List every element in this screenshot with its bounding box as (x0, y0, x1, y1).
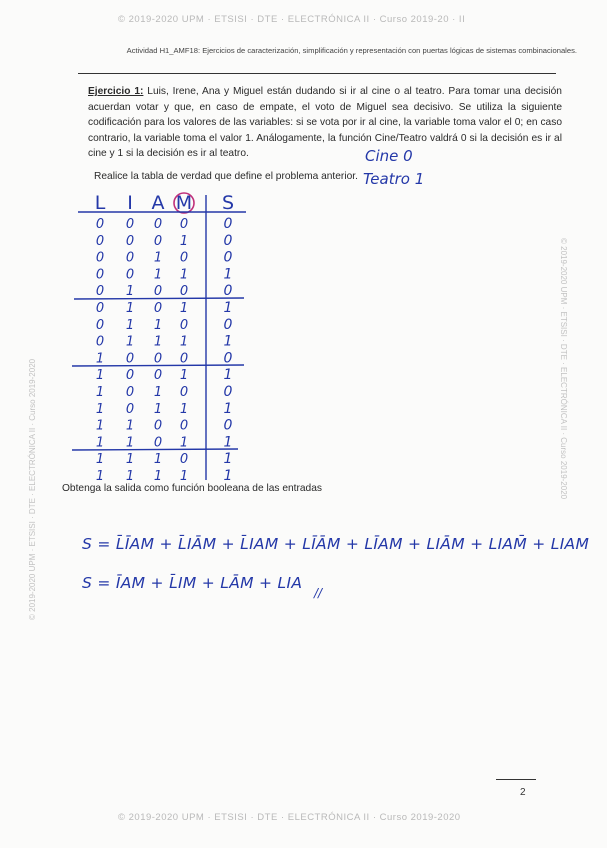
tt-cell-r0-c4: 0 (223, 216, 233, 232)
tt-cell-r0-c0: 0 (95, 217, 105, 232)
tt-header-m: M (175, 192, 193, 214)
tt-cell-r14-c2: 1 (153, 452, 163, 468)
tt-cell-r14-c3: 0 (179, 452, 189, 468)
tt-cell-r7-c1: 1 (125, 334, 135, 350)
tt-cell-r10-c2: 1 (153, 385, 163, 400)
boolean-function-instruction: Obtenga la salida como función booleana de las entradas (62, 483, 322, 494)
tt-cell-r13-c4: 1 (223, 434, 233, 451)
tt-cell-r8-c0: 1 (95, 351, 105, 367)
activity-subtitle: Actividad H1_AMF18: Ejercicios de caracterización, simplificación y representación con puertas lógicas de sistemas combinacionales. (126, 46, 577, 55)
tt-cell-r13-c0: 1 (95, 435, 105, 451)
tt-cell-r4-c1: 1 (125, 284, 135, 300)
tt-cell-r0-c1: 0 (125, 217, 135, 232)
footer-rule (496, 779, 536, 780)
tt-cell-r7-c0: 0 (95, 334, 105, 350)
handwritten-equation-simplified: S = ĪAM + L̄IM + LĀM + LIA (82, 574, 303, 592)
tt-cell-r12-c2: 0 (153, 418, 163, 434)
exercise-text: Luis, Irene, Ana y Miguel están dudando si ir al cine o al teatro. Para tomar una decisión acuerdan votar y que, en caso de empate, el voto de Miguel sea decisivo. Se utiliza la siguiente codificación para los valores de las variables: si se vota por ir al cine, la variable toma valor el 0; en caso contrario, la variable toma el valor 1. Análogamente, la función Cine/Teatro valdrá 0 si la decisión es ir al cine y 1 si la decisión es ir al teatro. (88, 86, 562, 159)
tt-cell-r12-c4: 0 (223, 417, 233, 434)
tt-cell-r15-c0: 1 (95, 469, 105, 484)
tt-group-line-3 (72, 449, 238, 450)
tt-cell-r6-c2: 1 (153, 317, 163, 333)
tt-cell-r4-c0: 0 (95, 284, 105, 300)
tt-cell-r5-c2: 0 (153, 301, 163, 316)
tt-cell-r1-c1: 0 (125, 233, 135, 249)
tt-cell-r5-c1: 1 (125, 301, 135, 316)
tt-cell-r14-c4: 1 (223, 451, 233, 468)
tt-cell-r3-c3: 1 (179, 267, 189, 283)
tt-cell-r4-c4: 0 (223, 283, 233, 300)
handwritten-note-cine: Cine 0 (365, 147, 413, 165)
tt-cell-r5-c4: 1 (223, 300, 233, 316)
tt-cell-r9-c1: 0 (125, 368, 135, 384)
tt-cell-r13-c2: 0 (153, 435, 163, 451)
exercise-label: Ejercicio 1: (88, 86, 144, 97)
watermark-right: © 2019-2020 UPM · ETSISI · DTE · ELECTRÓNICA II · Curso 2019-2020 (559, 238, 568, 500)
tt-cell-r5-c3: 1 (179, 301, 189, 316)
page-number: 2 (520, 787, 526, 798)
tt-cell-r4-c2: 0 (153, 284, 163, 300)
tt-cell-r12-c0: 1 (95, 418, 105, 434)
tt-header-l: L (94, 192, 106, 214)
watermark-left: © 2019-2020 UPM · ETSISI · DTE · ELECTRÓNICA II · Curso 2019-2020 (28, 358, 37, 620)
tt-cell-r7-c2: 1 (153, 334, 163, 350)
tt-cell-r2-c4: 0 (223, 249, 233, 266)
tt-cell-r11-c1: 0 (125, 401, 135, 417)
watermark-bottom: © 2019-2020 UPM · ETSISI · DTE · ELECTRÓNICA II · Curso 2019-2020 (118, 812, 461, 823)
tt-cell-r8-c3: 0 (179, 351, 189, 367)
handwritten-equation-canonical: S = L̄ĪAM + L̄IĀM + L̄IAM + LĪĀM + LĪAM + LIĀM + LIAM̄ + LIAM (82, 535, 590, 553)
tt-cell-r14-c0: 1 (95, 452, 105, 468)
tt-cell-r10-c3: 0 (179, 385, 189, 400)
tt-cell-r10-c1: 0 (125, 385, 135, 400)
tt-cell-r8-c1: 0 (125, 351, 135, 367)
tt-cell-r11-c0: 1 (95, 401, 105, 417)
tt-cell-r0-c3: 0 (179, 217, 189, 232)
truth-table-instruction: Realice la tabla de verdad que define el problema anterior. (94, 171, 358, 182)
tt-cell-r9-c0: 1 (95, 368, 105, 384)
tt-cell-r8-c2: 0 (153, 351, 163, 367)
tt-header-a: A (151, 192, 165, 214)
tt-cell-r2-c3: 0 (179, 250, 189, 266)
tt-cell-r3-c4: 1 (223, 266, 233, 283)
tt-cell-r8-c4: 0 (223, 350, 233, 367)
tt-cell-r12-c1: 1 (125, 418, 135, 434)
tt-cell-r0-c2: 0 (153, 217, 163, 232)
watermark-top: © 2019-2020 UPM · ETSISI · DTE · ELECTRÓNICA II · Curso 2019-20 · II (118, 14, 466, 25)
tt-cell-r15-c4: 1 (223, 468, 233, 484)
tt-cell-r12-c3: 0 (179, 418, 189, 434)
tt-cell-r4-c3: 0 (179, 284, 189, 300)
tt-cell-r1-c0: 0 (95, 233, 105, 249)
tt-cell-r3-c1: 0 (125, 267, 135, 283)
tt-cell-r11-c4: 1 (223, 400, 233, 417)
tt-cell-r2-c2: 1 (153, 250, 163, 266)
tt-cell-r10-c0: 1 (95, 385, 105, 400)
tt-header-i: I (127, 192, 133, 214)
tt-cell-r15-c2: 1 (153, 469, 163, 484)
tt-cell-r3-c2: 1 (153, 267, 163, 283)
tt-cell-r1-c4: 0 (223, 232, 233, 249)
tt-cell-r1-c2: 0 (153, 233, 163, 249)
tt-cell-r1-c3: 1 (179, 233, 189, 249)
tt-cell-r11-c3: 1 (179, 401, 189, 417)
tt-cell-r13-c3: 1 (179, 435, 189, 451)
tt-cell-r6-c3: 0 (179, 317, 189, 333)
tt-cell-r2-c0: 0 (95, 250, 105, 266)
tt-header-s: S (221, 192, 235, 214)
tt-cell-r6-c4: 0 (223, 316, 233, 333)
tt-cell-r13-c1: 1 (125, 435, 135, 451)
handwritten-note-teatro: Teatro 1 (363, 170, 425, 188)
tt-cell-r15-c1: 1 (125, 469, 135, 484)
handwritten-end-mark: // (314, 586, 323, 600)
tt-cell-r15-c3: 1 (179, 469, 189, 484)
tt-cell-r7-c4: 1 (223, 333, 233, 350)
tt-cell-r10-c4: 0 (223, 384, 233, 400)
tt-cell-r2-c1: 0 (125, 250, 135, 266)
tt-cell-r11-c2: 1 (153, 401, 163, 417)
tt-cell-r7-c3: 1 (179, 334, 189, 350)
tt-cell-r5-c0: 0 (95, 301, 105, 316)
tt-cell-r6-c1: 1 (125, 317, 135, 333)
tt-cell-r9-c4: 1 (223, 367, 233, 384)
tt-cell-r14-c1: 1 (125, 452, 135, 468)
tt-cell-r6-c0: 0 (95, 317, 105, 333)
tt-cell-r3-c0: 0 (95, 267, 105, 283)
tt-cell-r9-c3: 1 (179, 368, 189, 384)
tt-cell-r9-c2: 0 (153, 368, 163, 384)
